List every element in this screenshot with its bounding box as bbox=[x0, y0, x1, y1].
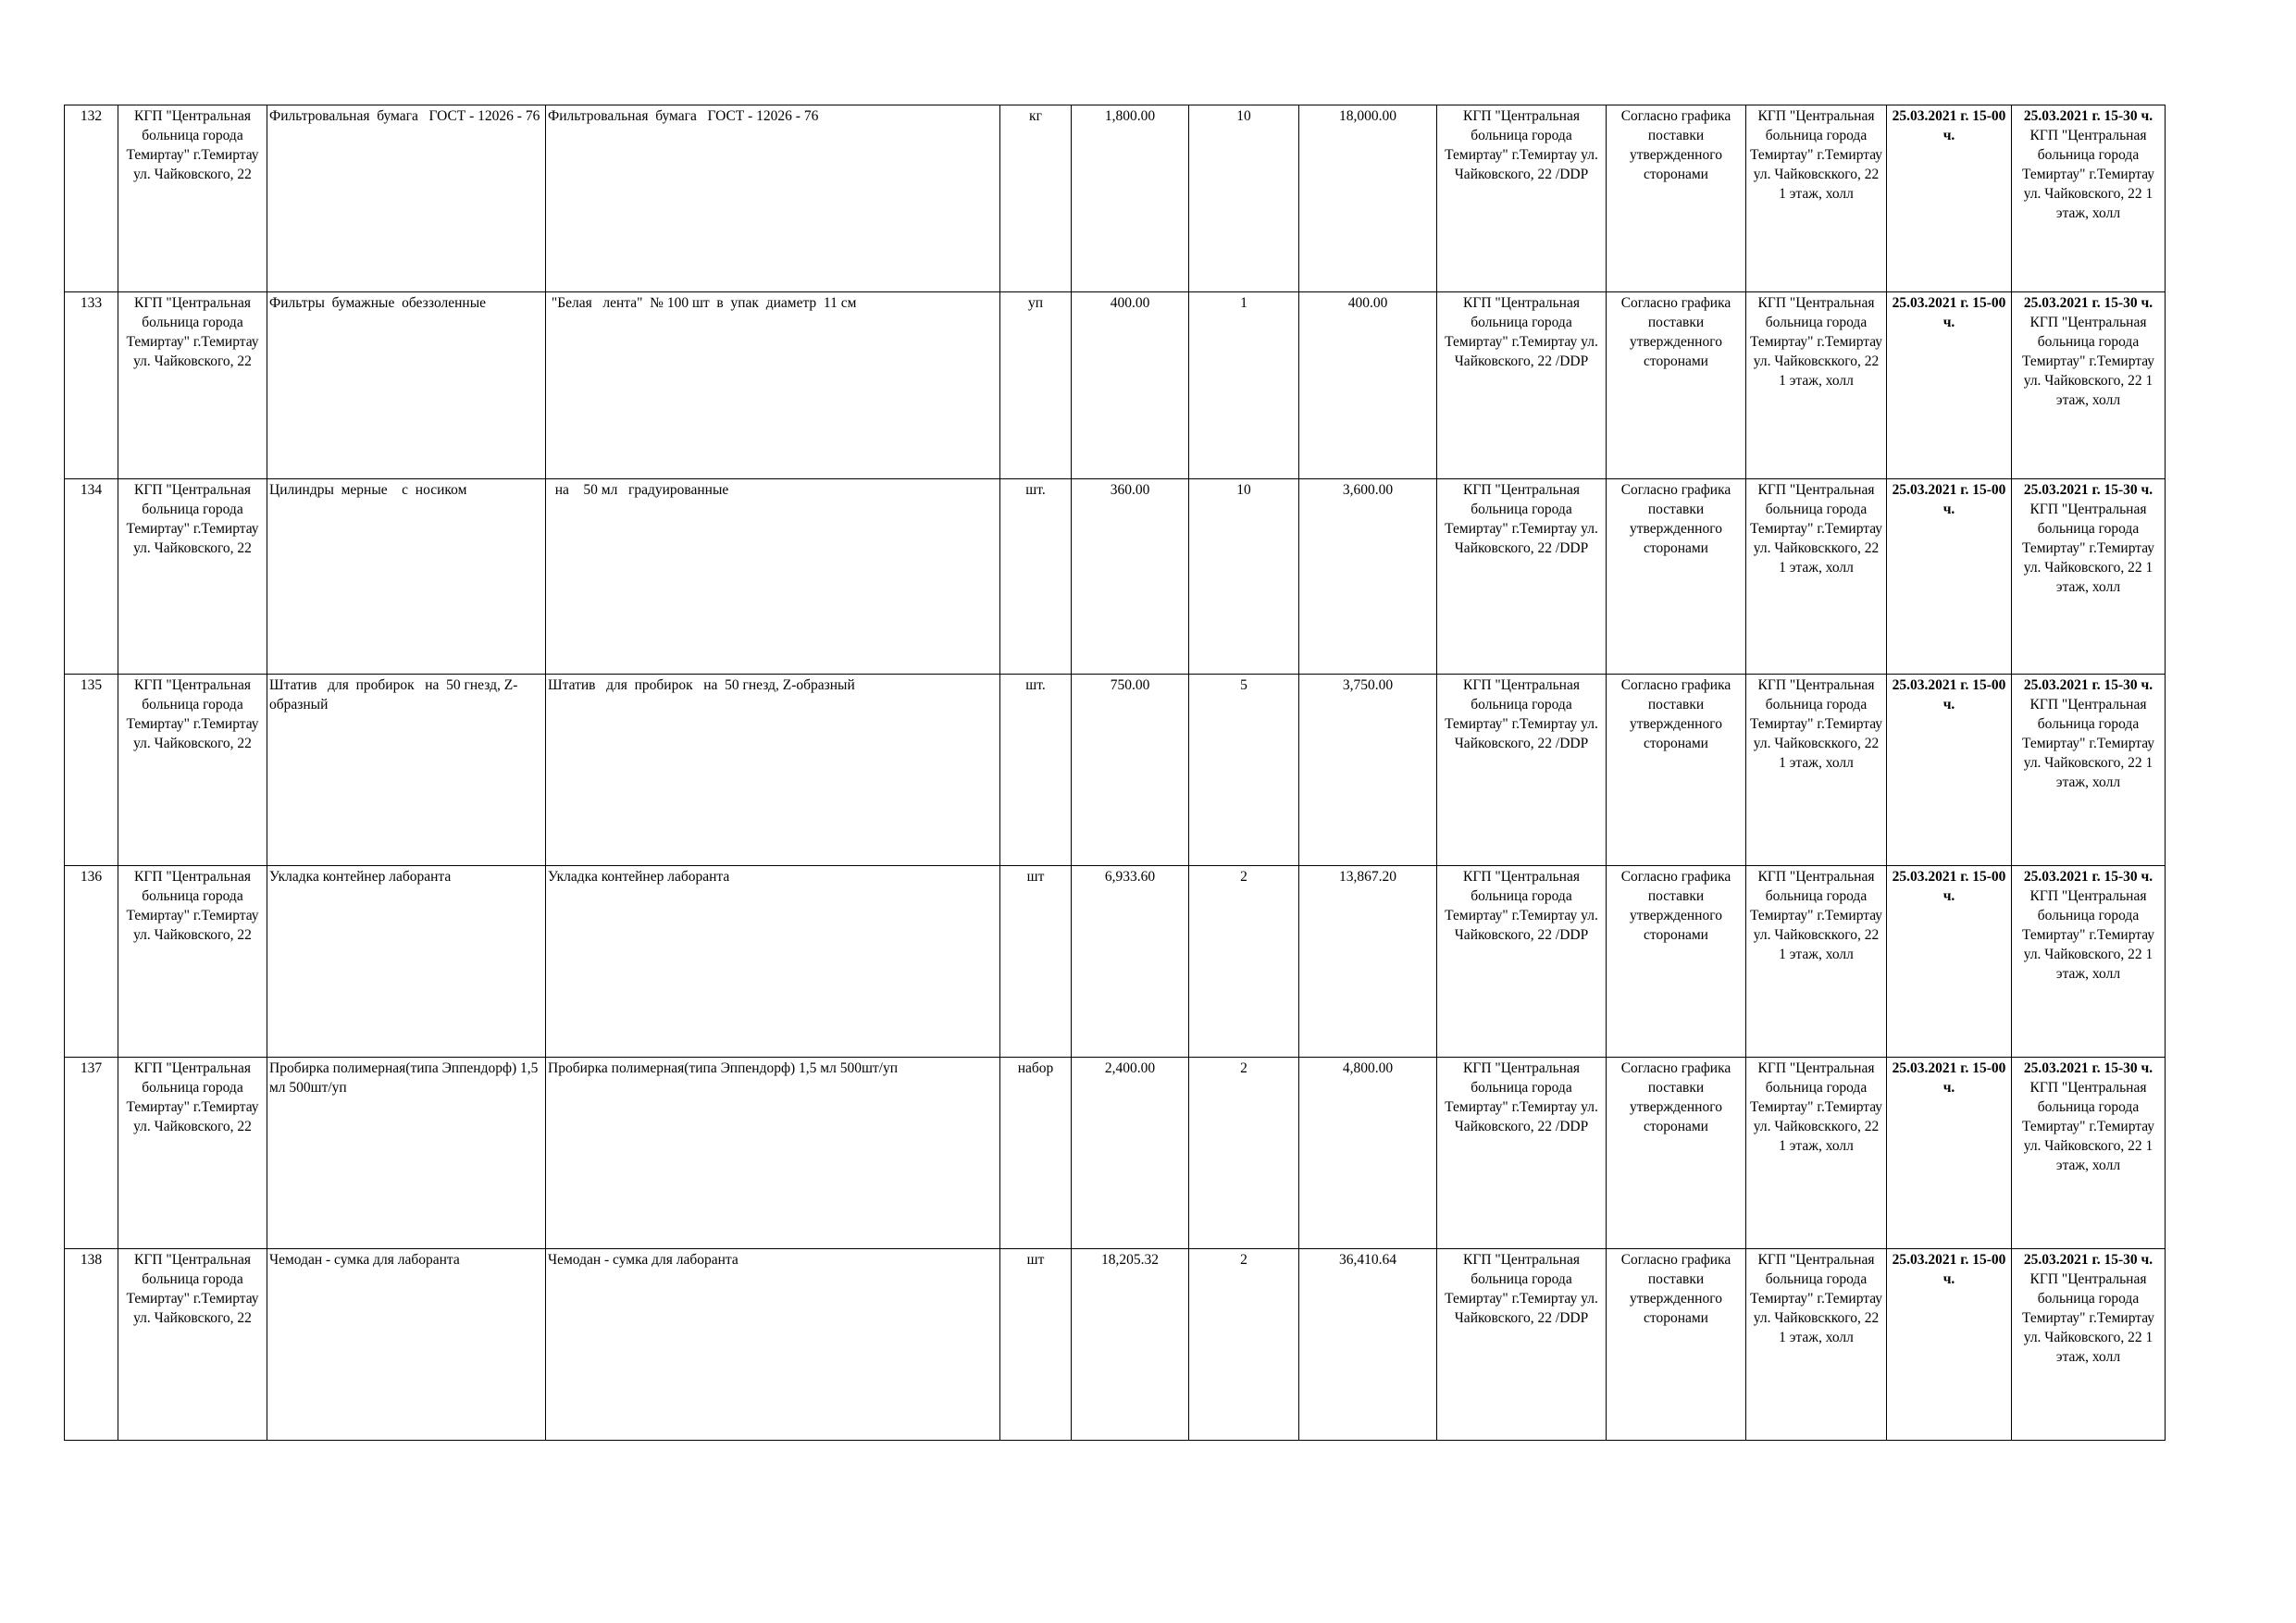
item-name-cell: Фильтровальная бумага ГОСТ - 12026 - 76 bbox=[267, 105, 546, 292]
delivery-place-cell: КГП "Центральная больница города Темиртау" г.Темиртау ул. Чайковского, 22 /DDP bbox=[1437, 1249, 1607, 1441]
item-name-cell: Фильтры бумажные обеззоленные bbox=[267, 292, 546, 479]
opening-cell bbox=[2012, 1058, 2166, 1249]
lot-number: 136 bbox=[65, 866, 118, 1058]
quantity-cell: 2 bbox=[1189, 1249, 1299, 1441]
table-row bbox=[65, 479, 2166, 675]
quantity-cell: 10 bbox=[1189, 105, 1299, 292]
unit-cell: шт. bbox=[1000, 479, 1072, 675]
price-cell: 18,205.32 bbox=[1072, 1249, 1189, 1441]
table-row bbox=[65, 1058, 2166, 1249]
sum-cell: 36,410.64 bbox=[1299, 1249, 1437, 1441]
quantity-cell: 2 bbox=[1189, 866, 1299, 1058]
unit-cell: уп bbox=[1000, 292, 1072, 479]
table-row bbox=[65, 866, 2166, 1058]
price-cell: 400.00 bbox=[1072, 292, 1189, 479]
docs-place-cell: КГП "Центральная больница города Темиртау" г.Темиртау ул. Чайковсккого, 22 1 этаж, холл bbox=[1746, 1058, 1887, 1249]
lot-number: 137 bbox=[65, 1058, 118, 1249]
opening-datetime: 25.03.2021 г. 15-30 ч. bbox=[2023, 1060, 2153, 1076]
opening-address: КГП "Центральная больница города Темиртау" г.Темиртау ул. Чайковского, 22 1 этаж, холл bbox=[2021, 1271, 2155, 1365]
opening-address: КГП "Центральная больница города Темиртау" г.Темиртау ул. Чайковского, 22 1 этаж, холл bbox=[2021, 888, 2155, 982]
lot-number: 133 bbox=[65, 292, 118, 479]
price-cell: 360.00 bbox=[1072, 479, 1189, 675]
item-spec-cell: Пробирка полимерная(типа Эппендорф) 1,5 мл 500шт/уп bbox=[546, 1058, 1000, 1249]
price-cell: 2,400.00 bbox=[1072, 1058, 1189, 1249]
unit-cell: набор bbox=[1000, 1058, 1072, 1249]
opening-datetime: 25.03.2021 г. 15-30 ч. bbox=[2023, 869, 2153, 885]
delivery-term-cell: Согласно графика поставки утвержденного сторонами bbox=[1607, 479, 1746, 675]
lot-number: 135 bbox=[65, 675, 118, 866]
table-row bbox=[65, 675, 2166, 866]
deadline-cell: 25.03.2021 г. 15-00 ч. bbox=[1887, 105, 2012, 292]
quantity-cell: 10 bbox=[1189, 479, 1299, 675]
price-cell: 6,933.60 bbox=[1072, 866, 1189, 1058]
customer-cell: КГП "Центральная больница города Темиртау" г.Темиртау ул. Чайковского, 22 bbox=[118, 1058, 267, 1249]
sum-cell: 13,867.20 bbox=[1299, 866, 1437, 1058]
docs-place-cell: КГП "Центральная больница города Темиртау" г.Темиртау ул. Чайковсккого, 22 1 этаж, холл bbox=[1746, 479, 1887, 675]
deadline-cell: 25.03.2021 г. 15-00 ч. bbox=[1887, 866, 2012, 1058]
opening-datetime: 25.03.2021 г. 15-30 ч. bbox=[2023, 108, 2153, 124]
opening-cell bbox=[2012, 1249, 2166, 1441]
docs-place-cell: КГП "Центральная больница города Темиртау" г.Темиртау ул. Чайковсккого, 22 1 этаж, холл bbox=[1746, 675, 1887, 866]
opening-cell bbox=[2012, 292, 2166, 479]
delivery-term-cell: Согласно графика поставки утвержденного сторонами bbox=[1607, 292, 1746, 479]
opening-cell bbox=[2012, 479, 2166, 675]
opening-cell bbox=[2012, 105, 2166, 292]
opening-address: КГП "Центральная больница города Темиртау" г.Темиртау ул. Чайковского, 22 1 этаж, холл bbox=[2021, 128, 2155, 221]
customer-cell: КГП "Центральная больница города Темиртау" г.Темиртау ул. Чайковского, 22 bbox=[118, 1249, 267, 1441]
deadline-cell: 25.03.2021 г. 15-00 ч. bbox=[1887, 1249, 2012, 1441]
unit-cell: шт. bbox=[1000, 675, 1072, 866]
quantity-cell: 2 bbox=[1189, 1058, 1299, 1249]
customer-cell: КГП "Центральная больница города Темиртау" г.Темиртау ул. Чайковского, 22 bbox=[118, 292, 267, 479]
deadline-cell: 25.03.2021 г. 15-00 ч. bbox=[1887, 292, 2012, 479]
customer-cell: КГП "Центральная больница города Темиртау" г.Темиртау ул. Чайковского, 22 bbox=[118, 105, 267, 292]
customer-cell: КГП "Центральная больница города Темиртау" г.Темиртау ул. Чайковского, 22 bbox=[118, 866, 267, 1058]
deadline-cell: 25.03.2021 г. 15-00 ч. bbox=[1887, 479, 2012, 675]
deadline-cell: 25.03.2021 г. 15-00 ч. bbox=[1887, 675, 2012, 866]
docs-place-cell: КГП "Центральная больница города Темиртау" г.Темиртау ул. Чайковсккого, 22 1 этаж, холл bbox=[1746, 105, 1887, 292]
item-spec-cell: Укладка контейнер лаборанта bbox=[546, 866, 1000, 1058]
item-spec-cell: на 50 мл градуированные bbox=[546, 479, 1000, 675]
docs-place-cell: КГП "Центральная больница города Темиртау" г.Темиртау ул. Чайковсккого, 22 1 этаж, холл bbox=[1746, 292, 1887, 479]
delivery-term-cell: Согласно графика поставки утвержденного сторонами bbox=[1607, 1058, 1746, 1249]
delivery-term-cell: Согласно графика поставки утвержденного сторонами bbox=[1607, 105, 1746, 292]
unit-cell: кг bbox=[1000, 105, 1072, 292]
opening-address: КГП "Центральная больница города Темиртау" г.Темиртау ул. Чайковского, 22 1 этаж, холл bbox=[2021, 315, 2155, 408]
item-name-cell: Пробирка полимерная(типа Эппендорф) 1,5 мл 500шт/уп bbox=[267, 1058, 546, 1249]
item-spec-cell: Чемодан - сумка для лаборанта bbox=[546, 1249, 1000, 1441]
table-row bbox=[65, 105, 2166, 292]
lot-number: 134 bbox=[65, 479, 118, 675]
opening-address: КГП "Центральная больница города Темиртау" г.Темиртау ул. Чайковского, 22 1 этаж, холл bbox=[2021, 1080, 2155, 1173]
docs-place-cell: КГП "Центральная больница города Темиртау" г.Темиртау ул. Чайковсккого, 22 1 этаж, холл bbox=[1746, 866, 1887, 1058]
price-cell: 750.00 bbox=[1072, 675, 1189, 866]
item-spec-cell: Фильтровальная бумага ГОСТ - 12026 - 76 bbox=[546, 105, 1000, 292]
delivery-place-cell: КГП "Центральная больница города Темиртау" г.Темиртау ул. Чайковского, 22 /DDP bbox=[1437, 479, 1607, 675]
unit-cell: шт bbox=[1000, 1249, 1072, 1441]
delivery-term-cell: Согласно графика поставки утвержденного сторонами bbox=[1607, 675, 1746, 866]
sum-cell: 3,750.00 bbox=[1299, 675, 1437, 866]
delivery-place-cell: КГП "Центральная больница города Темиртау" г.Темиртау ул. Чайковского, 22 /DDP bbox=[1437, 105, 1607, 292]
sum-cell: 3,600.00 bbox=[1299, 479, 1437, 675]
docs-place-cell: КГП "Центральная больница города Темиртау" г.Темиртау ул. Чайковсккого, 22 1 этаж, холл bbox=[1746, 1249, 1887, 1441]
opening-cell bbox=[2012, 675, 2166, 866]
delivery-place-cell: КГП "Центральная больница города Темиртау" г.Темиртау ул. Чайковского, 22 /DDP bbox=[1437, 1058, 1607, 1249]
opening-address: КГП "Центральная больница города Темиртау" г.Темиртау ул. Чайковского, 22 1 этаж, холл bbox=[2021, 502, 2155, 595]
opening-cell bbox=[2012, 866, 2166, 1058]
opening-datetime: 25.03.2021 г. 15-30 ч. bbox=[2023, 295, 2153, 311]
delivery-place-cell: КГП "Центральная больница города Темиртау" г.Темиртау ул. Чайковского, 22 /DDP bbox=[1437, 292, 1607, 479]
item-spec-cell: "Белая лента" № 100 шт в упак диаметр 11 см bbox=[546, 292, 1000, 479]
opening-datetime: 25.03.2021 г. 15-30 ч. bbox=[2023, 1252, 2153, 1268]
quantity-cell: 1 bbox=[1189, 292, 1299, 479]
quantity-cell: 5 bbox=[1189, 675, 1299, 866]
delivery-term-cell: Согласно графика поставки утвержденного сторонами bbox=[1607, 1249, 1746, 1441]
customer-cell: КГП "Центральная больница города Темиртау" г.Темиртау ул. Чайковского, 22 bbox=[118, 675, 267, 866]
opening-address: КГП "Центральная больница города Темиртау" г.Темиртау ул. Чайковского, 22 1 этаж, холл bbox=[2021, 697, 2155, 790]
procurement-table bbox=[64, 105, 2166, 1441]
table-row bbox=[65, 1249, 2166, 1441]
item-name-cell: Чемодан - сумка для лаборанта bbox=[267, 1249, 546, 1441]
customer-cell: КГП "Центральная больница города Темиртау" г.Темиртау ул. Чайковского, 22 bbox=[118, 479, 267, 675]
item-name-cell: Цилиндры мерные с носиком bbox=[267, 479, 546, 675]
opening-datetime: 25.03.2021 г. 15-30 ч. bbox=[2023, 677, 2153, 693]
delivery-term-cell: Согласно графика поставки утвержденного сторонами bbox=[1607, 866, 1746, 1058]
delivery-place-cell: КГП "Центральная больница города Темиртау" г.Темиртау ул. Чайковского, 22 /DDP bbox=[1437, 866, 1607, 1058]
lot-number: 138 bbox=[65, 1249, 118, 1441]
table-row bbox=[65, 292, 2166, 479]
item-name-cell: Укладка контейнер лаборанта bbox=[267, 866, 546, 1058]
lot-number: 132 bbox=[65, 105, 118, 292]
opening-datetime: 25.03.2021 г. 15-30 ч. bbox=[2023, 482, 2153, 498]
item-name-cell: Штатив для пробирок на 50 гнезд, Z-образный bbox=[267, 675, 546, 866]
sum-cell: 18,000.00 bbox=[1299, 105, 1437, 292]
sum-cell: 400.00 bbox=[1299, 292, 1437, 479]
delivery-place-cell: КГП "Центральная больница города Темиртау" г.Темиртау ул. Чайковского, 22 /DDP bbox=[1437, 675, 1607, 866]
unit-cell: шт bbox=[1000, 866, 1072, 1058]
sum-cell: 4,800.00 bbox=[1299, 1058, 1437, 1249]
price-cell: 1,800.00 bbox=[1072, 105, 1189, 292]
item-spec-cell: Штатив для пробирок на 50 гнезд, Z-образный bbox=[546, 675, 1000, 866]
deadline-cell: 25.03.2021 г. 15-00 ч. bbox=[1887, 1058, 2012, 1249]
